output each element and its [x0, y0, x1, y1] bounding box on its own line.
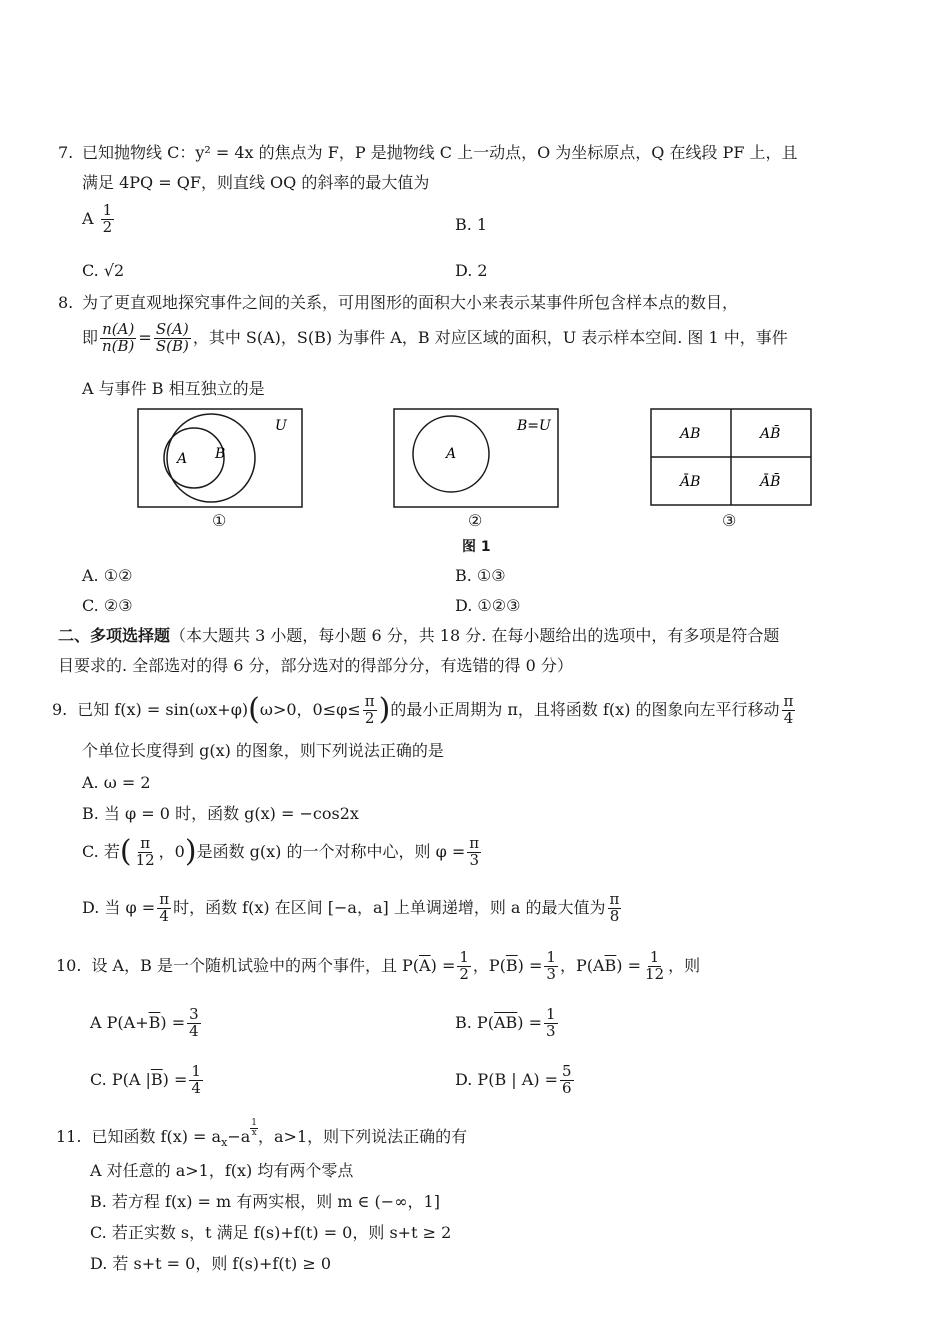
- q9-option-c-frac-pi-12: [134, 836, 157, 869]
- q9-option-d-frac-pi-8: [608, 892, 622, 925]
- q9-text-2: ω>0，0≤φ≤: [259, 700, 361, 720]
- q9-pi-4-den: 4: [783, 708, 794, 727]
- section-2-heading-line1: [58, 625, 779, 647]
- fig1-caption-2: ②: [468, 511, 483, 530]
- q10-text-5: ，P(A: [559, 956, 605, 976]
- q9-option-d-pi-8-num: π: [609, 890, 620, 908]
- q9-option-c-pi-12-den: 12: [135, 850, 155, 869]
- q7-stem-line1: 已知抛物线 C：y² = 4x 的焦点为 F，P 是抛物线 C 上一动点，O 为坐标原点，Q 在线段 PF 上，且: [82, 143, 798, 162]
- q8-stem-line3: A 与事件 B 相互独立的是: [82, 379, 265, 398]
- q7-option-d[interactable]: D. 2: [455, 261, 488, 280]
- q11-option-a[interactable]: A 对任意的 a>1，f(x) 均有两个零点: [90, 1161, 354, 1180]
- q9-option-b[interactable]: B. 当 φ = 0 时，函数 g(x) = −cos2x: [82, 804, 359, 823]
- q8-fraction-n-den: n(B): [102, 336, 135, 355]
- venn2-label-bu: B=U: [517, 418, 551, 434]
- q8-equals: =: [138, 327, 152, 347]
- q7-option-a-label: A: [82, 208, 94, 228]
- venn1-label-a: A: [177, 451, 188, 467]
- q10-option-c-frac: [189, 1064, 203, 1097]
- q10-option-b-a-bar: $\overline{A}$: [493, 1013, 506, 1033]
- q9-stem-line2: 个单位长度得到 g(x) 的图象，则下列说法正确的是: [82, 741, 444, 760]
- venn2-label-a: A: [446, 446, 457, 462]
- q10-frac-1-3-den: 3: [546, 964, 556, 983]
- q9-option-c-paren-open: (: [119, 834, 132, 870]
- q7-number: 7.: [58, 143, 74, 162]
- q9-option-c[interactable]: [82, 836, 483, 869]
- venn1-label-u: U: [275, 418, 287, 434]
- q11-sup-frac: [250, 1119, 258, 1138]
- q7-option-a-num: 1: [102, 201, 113, 219]
- q9-option-c-frac-pi-3: [467, 836, 481, 869]
- q11-sup-frac-den: x: [251, 1128, 257, 1138]
- q7-option-a[interactable]: [82, 203, 116, 236]
- q9-option-c-text-1: C. 若: [82, 842, 120, 862]
- q10-option-b-text-2: ) =: [517, 1013, 542, 1033]
- q9-option-d-frac-pi-4: [157, 892, 171, 925]
- q9-option-a[interactable]: A. ω = 2: [82, 773, 151, 792]
- q9-stem-line1: [52, 694, 797, 727]
- q9-option-c-pi-12-num: π: [140, 834, 151, 852]
- q10-option-b-num: 1: [546, 1005, 556, 1023]
- q9-option-d-text-2: 时，函数 f(x) 在区间 [−a，a] 上单调递增，则 a 的最大值为: [173, 898, 606, 918]
- q10-option-b-text-1: B. P(: [455, 1013, 494, 1033]
- q10-option-c-num: 1: [191, 1062, 201, 1080]
- q10-option-d-num: 5: [562, 1062, 572, 1080]
- q10-option-d[interactable]: [455, 1064, 576, 1097]
- q8-option-b[interactable]: B. ①③: [455, 566, 506, 585]
- q9-option-d[interactable]: [82, 892, 623, 925]
- q8-line2-prefix: 即: [82, 327, 99, 347]
- q9-pi-2-den: 2: [364, 708, 375, 727]
- q8-fraction-n-num: n(A): [102, 320, 135, 338]
- q10-option-a-num: 3: [189, 1005, 199, 1023]
- q7-option-a-den: 2: [102, 217, 113, 236]
- grid3-cell-abar-b: ĀB: [680, 474, 701, 490]
- q10-text-4: ) =: [517, 956, 543, 976]
- q8-stem-line2: [82, 322, 788, 355]
- q10-frac-1-2: [457, 950, 471, 983]
- q8-stem-line1: 为了更直观地探究事件之间的关系，可用图形的面积大小来表示某事件所包含样本点的数目，: [82, 293, 739, 312]
- q10-frac-1-2-den: 2: [459, 964, 469, 983]
- q8-option-d[interactable]: D. ①②③: [455, 596, 521, 615]
- q10-text-6: ) =: [616, 956, 642, 976]
- q9-number: 9.: [52, 700, 68, 720]
- q7-option-a-fraction: [101, 203, 115, 236]
- q10-option-c-text-1: C. P(A |: [90, 1070, 151, 1090]
- q10-frac-1-12: [643, 950, 666, 983]
- q9-paren-open: (: [248, 692, 260, 728]
- grid3-cell-abar-bbar: ĀB̄: [760, 474, 781, 490]
- q9-option-c-paren-close: ): [184, 834, 197, 870]
- q10-b-bar: $\overline{B}$: [505, 956, 518, 976]
- q9-paren-close: ): [378, 692, 391, 728]
- fig1-caption-1: ①: [212, 511, 227, 530]
- q10-b-bar-2: $\overline{B}$: [604, 956, 617, 976]
- q10-text-2: ) =: [430, 956, 456, 976]
- q10-a-bar: $\overline{A}$: [419, 956, 431, 976]
- grid3-cell-a-bbar: AB̄: [760, 426, 781, 442]
- q9-option-c-pi-3-num: π: [469, 834, 480, 852]
- q9-text-3: 的最小正周期为 π，且将函数 f(x) 的图象向左平行移动: [390, 700, 780, 720]
- q10-option-a-b-bar: $\overline{B}$: [148, 1013, 161, 1033]
- q10-option-b[interactable]: [455, 1007, 560, 1040]
- q7-option-c-label: C.: [82, 261, 99, 280]
- q7-option-b[interactable]: B. 1: [455, 215, 488, 234]
- q11-option-d[interactable]: D. 若 s+t = 0，则 f(s)+f(t) ≥ 0: [90, 1254, 332, 1273]
- q10-option-c-den: 4: [191, 1078, 201, 1097]
- section-2-desc-line1: （本大题共 3 小题，每小题 6 分，共 18 分. 在每小题给出的选项中，有多项是符合题: [170, 626, 780, 645]
- q8-fraction-s-num: S(A): [155, 320, 189, 338]
- q9-option-c-text-3: 是函数 g(x) 的一个对称中心，则 φ =: [196, 842, 466, 862]
- q10-option-c-text-2: ) =: [162, 1070, 188, 1090]
- q10-option-b-b-bar: $\overline{B}$: [505, 1013, 518, 1033]
- q10-option-a[interactable]: [90, 1007, 203, 1040]
- q10-frac-1-12-den: 12: [645, 964, 665, 983]
- q11-stem: [56, 1118, 468, 1149]
- q10-frac-1-12-num: 1: [649, 948, 660, 966]
- q9-option-d-pi-4-num: π: [159, 890, 170, 908]
- q7-option-c-value: √2: [103, 261, 125, 280]
- grid3-cell-ab: AB: [680, 426, 701, 442]
- q11-option-c[interactable]: C. 若正实数 s，t 满足 f(s)+f(t) = 0，则 s+t ≥ 2: [90, 1223, 452, 1242]
- q10-option-b-frac: [544, 1007, 558, 1040]
- q10-option-b-den: 3: [546, 1021, 556, 1040]
- q10-option-a-den: 4: [189, 1021, 199, 1040]
- q10-text-7: ，则: [668, 956, 701, 976]
- q8-fraction-s-den: S(B): [155, 336, 189, 355]
- q10-text-3: ，P(: [472, 956, 506, 976]
- venn-diagram-2: [393, 408, 559, 508]
- q10-frac-1-3: [544, 950, 558, 983]
- fig1-caption-3: ③: [722, 511, 737, 530]
- q10-option-a-frac: [187, 1007, 201, 1040]
- q8-option-a[interactable]: A. ①②: [82, 566, 133, 585]
- q7-option-c[interactable]: [82, 260, 124, 282]
- q9-option-c-pi-3-den: 3: [469, 850, 479, 869]
- q8-fraction-s: [154, 322, 191, 355]
- venn1-label-b: B: [215, 446, 226, 462]
- q10-option-d-den: 6: [562, 1078, 572, 1097]
- grid-diagram-3: [650, 408, 812, 506]
- q11-sup-x: x: [221, 1136, 228, 1149]
- q9-frac-pi-2: [363, 694, 377, 727]
- section-2-desc-line2: 目要求的. 全部选对的得 6 分，部分选对的得部分分，有选错的得 0 分）: [58, 656, 573, 675]
- q9-pi-2-num: π: [364, 692, 375, 710]
- q9-option-d-pi-4-den: 4: [159, 906, 169, 925]
- q11-number: 11.: [56, 1127, 82, 1146]
- q10-frac-1-2-num: 1: [459, 948, 469, 966]
- figure-1-title: 图 1: [462, 539, 491, 555]
- q8-fraction-n: [100, 322, 136, 355]
- q9-option-c-text-2: ，0: [158, 842, 185, 862]
- q9-option-d-pi-8-den: 8: [609, 906, 620, 925]
- q10-stem: [56, 950, 700, 983]
- q11-text-3: ，a>1，则下列说法正确的有: [258, 1127, 468, 1146]
- q10-option-a-text-1: A P(A+: [90, 1013, 149, 1033]
- q11-sup-frac-num: 1: [251, 1118, 257, 1128]
- q10-option-c[interactable]: [90, 1064, 205, 1097]
- q7-stem-line2: 满足 4PQ = QF，则直线 OQ 的斜率的最大值为: [82, 173, 430, 192]
- q10-option-c-b-bar: $\overline{B}$: [150, 1070, 163, 1090]
- q11-text-1: 已知函数 f(x) = a: [91, 1127, 222, 1146]
- q8-line2-suffix: ，其中 S(A)，S(B) 为事件 A，B 对应区域的面积，U 表示样本空间. 图 1 中，事件: [192, 327, 788, 347]
- q10-option-d-frac: [560, 1064, 574, 1097]
- q11-text-2: −a: [227, 1127, 251, 1146]
- q9-option-d-text-1: D. 当 φ =: [82, 898, 156, 918]
- q10-option-d-text: D. P(B | A) =: [455, 1070, 559, 1090]
- q9-pi-4-num: π: [783, 692, 794, 710]
- q10-number: 10.: [56, 956, 82, 976]
- q10-frac-1-3-num: 1: [546, 948, 556, 966]
- q10-text-1: 设 A，B 是一个随机试验中的两个事件，且 P(: [91, 956, 420, 976]
- q8-option-c[interactable]: C. ②③: [82, 596, 133, 615]
- q9-text-1: 已知 f(x) = sin(ωx+φ): [77, 700, 249, 720]
- venn-diagram-1: [137, 408, 303, 508]
- q11-option-b[interactable]: B. 若方程 f(x) = m 有两实根，则 m ∈ (−∞，1]: [90, 1192, 440, 1211]
- q10-option-a-text-2: ) =: [160, 1013, 186, 1033]
- q9-frac-pi-4: [782, 694, 796, 727]
- section-2-title: 二、多项选择题: [58, 626, 171, 645]
- q8-number: 8.: [58, 293, 74, 312]
